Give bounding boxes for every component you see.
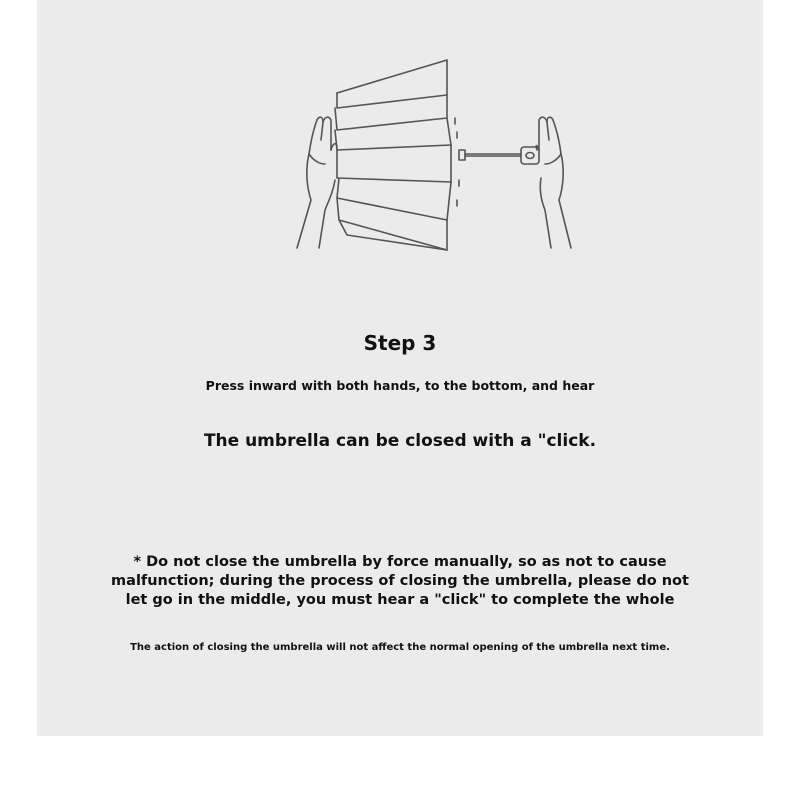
warning-note-line: malfunction; during the process of closing the umbrella, please do not: [111, 573, 689, 589]
step-result: The umbrella can be closed with a "click.: [203, 431, 597, 451]
warning-note-line: let go in the middle, you must hear a "click" to complete the whole: [125, 592, 675, 608]
step-instruction: Press inward with both hands, to the bottom, and hear: [205, 378, 595, 393]
footnote: The action of closing the umbrella will not affect the normal opening of the umbrella next time.: [130, 642, 670, 653]
content-panel: [37, 0, 763, 736]
step-title: Step 3: [363, 331, 437, 355]
warning-note: [37, 553, 763, 610]
warning-note-line: * Do not close the umbrella by force manually, so as not to cause: [133, 554, 667, 570]
closing-umbrella-hands-icon: [259, 50, 579, 260]
